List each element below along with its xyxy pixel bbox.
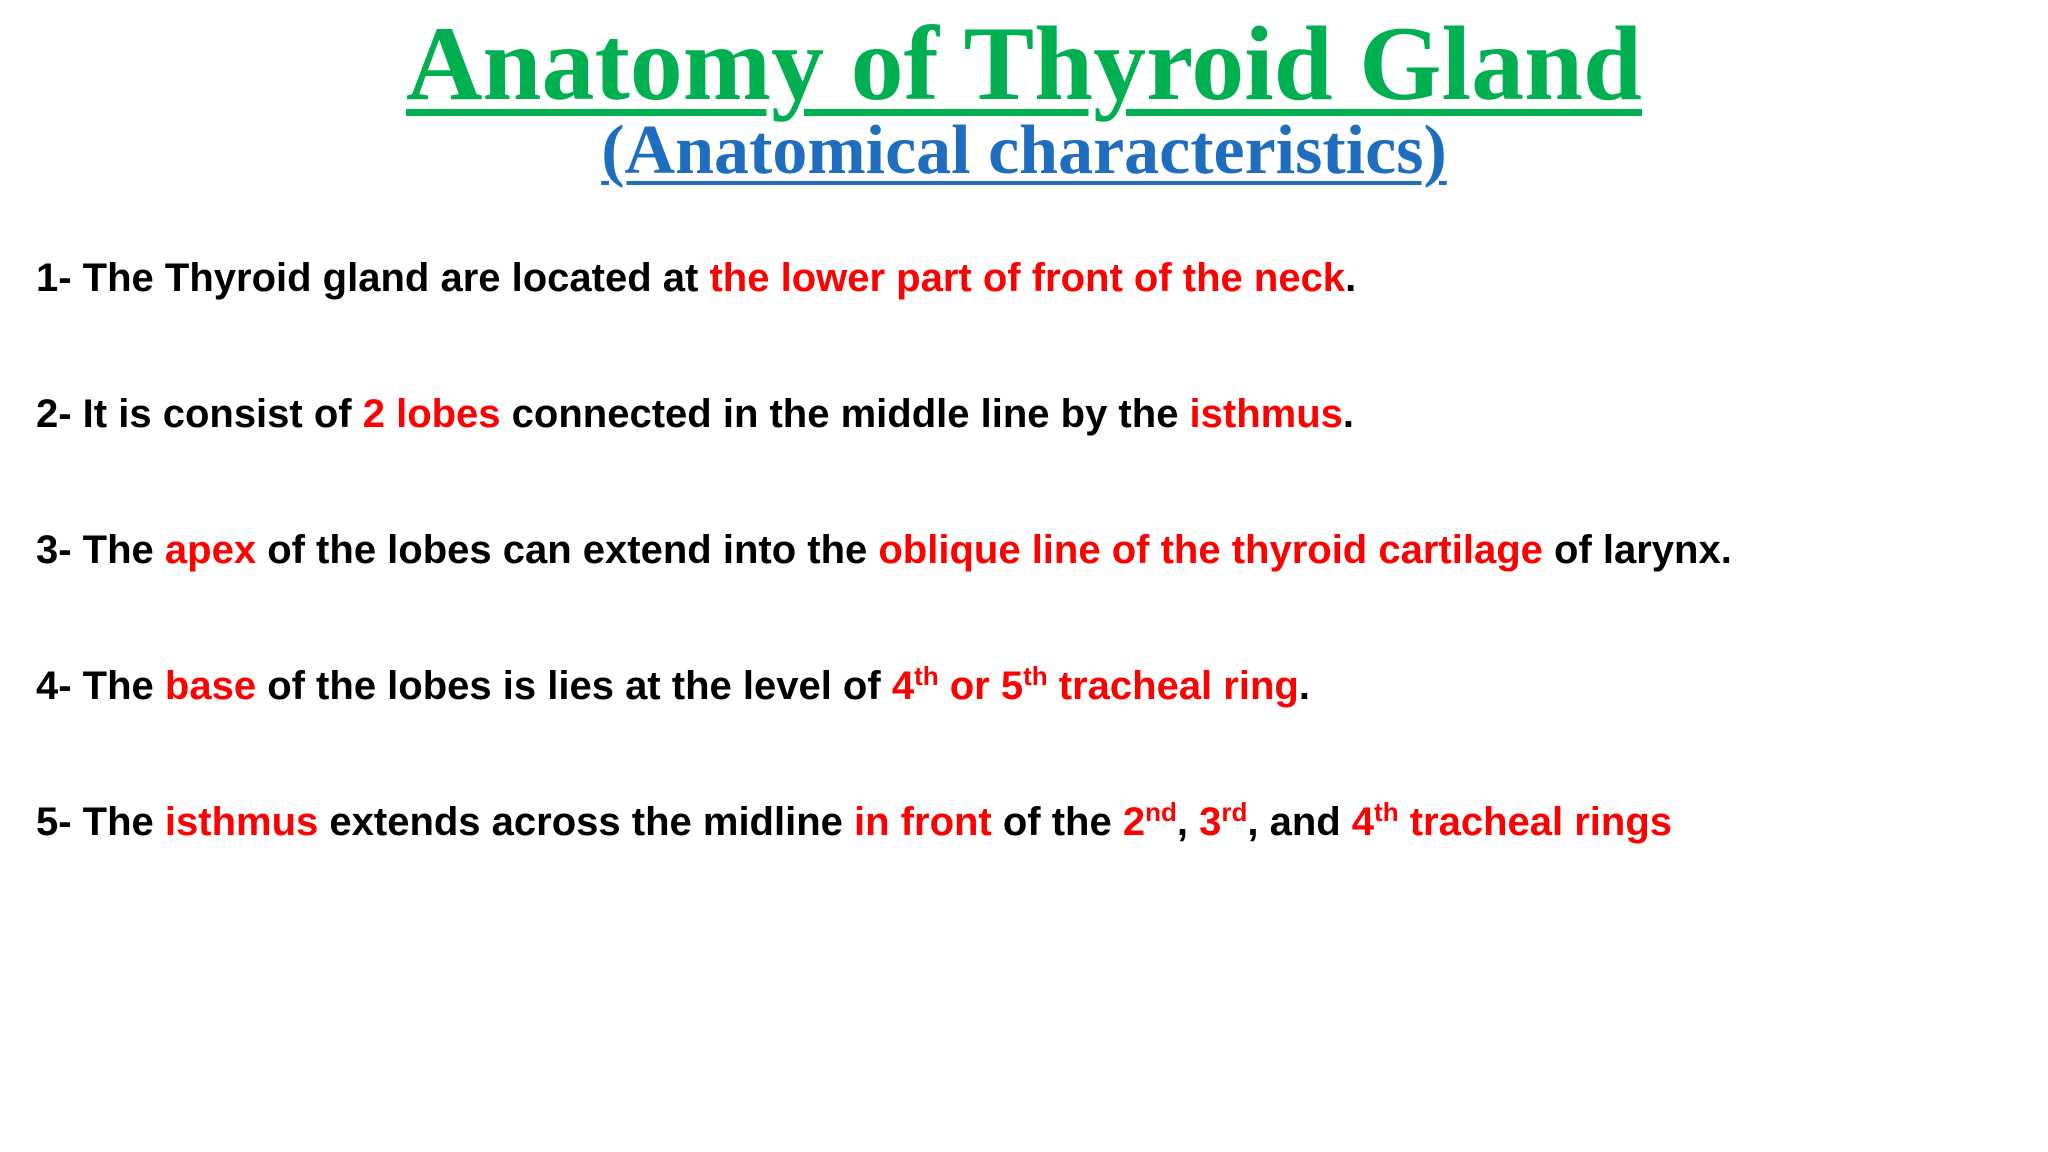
point-highlight: the lower part of front of the neck xyxy=(709,256,1346,300)
highlight-number: 2 xyxy=(1122,800,1146,844)
point-highlight: isthmus xyxy=(1189,392,1343,436)
point-text: 1- The Thyroid gland are located at xyxy=(36,256,710,300)
point-text: . xyxy=(1345,256,1357,300)
point-2 xyxy=(36,386,1732,442)
slide-title: Anatomy of Thyroid Gland xyxy=(406,5,1642,122)
point-5 xyxy=(36,794,1732,850)
point-highlight xyxy=(1351,797,1673,844)
point-highlight: in front xyxy=(854,800,992,844)
point-highlight: base xyxy=(164,664,257,708)
point-3 xyxy=(36,522,1732,578)
highlight-text: tracheal ring xyxy=(1047,664,1299,708)
point-list xyxy=(36,250,1732,930)
point-text: 2- It is consist of xyxy=(36,392,363,436)
point-text: . xyxy=(1342,392,1355,436)
point-1 xyxy=(36,250,1732,306)
point-highlight: apex xyxy=(164,528,257,572)
point-highlight xyxy=(891,661,1299,708)
point-text: 5- The xyxy=(36,800,165,844)
point-text: of the lobes can extend into the xyxy=(256,528,879,572)
ordinal-suffix: th xyxy=(1023,661,1048,691)
ordinal-suffix: th xyxy=(1374,797,1399,827)
highlight-number: 3 xyxy=(1199,800,1222,844)
point-text: extends across the midline xyxy=(318,800,855,844)
point-text: , and xyxy=(1247,800,1352,844)
point-text: . xyxy=(1298,664,1310,708)
point-text: , xyxy=(1176,800,1200,844)
point-highlight xyxy=(1199,797,1248,844)
ordinal-suffix: rd xyxy=(1221,797,1248,827)
point-text: 4- The xyxy=(36,664,165,708)
highlight-number: or 5 xyxy=(938,664,1024,708)
point-text: of the xyxy=(991,800,1123,844)
highlight-number: 4 xyxy=(891,664,915,708)
point-highlight xyxy=(1122,797,1177,844)
point-highlight: 2 lobes xyxy=(362,392,501,436)
point-text: 3- The xyxy=(36,528,165,572)
point-text: of the lobes is lies at the level of xyxy=(256,664,892,708)
point-highlight: isthmus xyxy=(164,800,319,844)
highlight-text: tracheal rings xyxy=(1398,800,1673,844)
point-4 xyxy=(36,658,1732,714)
point-highlight: oblique line of the thyroid cartilage xyxy=(878,528,1543,572)
slide-subtitle: (Anatomical characteristics) xyxy=(601,112,1447,189)
highlight-number: 4 xyxy=(1351,800,1375,844)
ordinal-suffix: th xyxy=(914,661,939,691)
ordinal-suffix: nd xyxy=(1145,797,1177,827)
point-text: connected in the middle line by the xyxy=(500,392,1190,436)
point-text: of larynx. xyxy=(1542,528,1732,572)
